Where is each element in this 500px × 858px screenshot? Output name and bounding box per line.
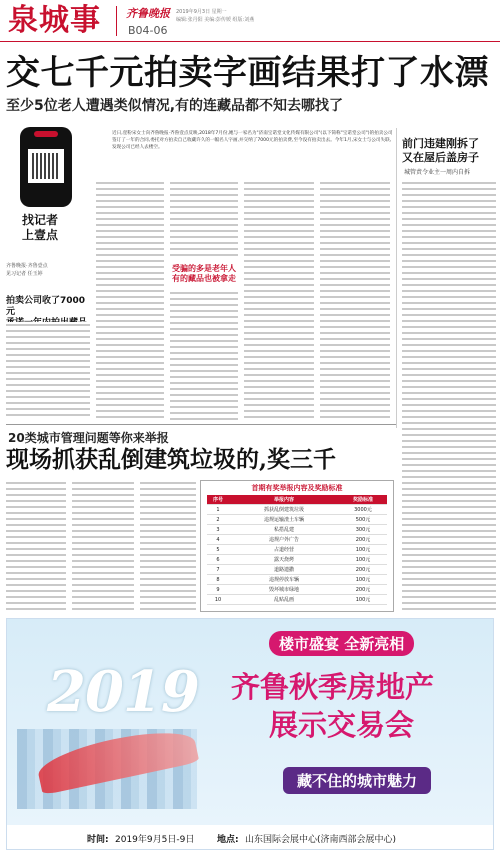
editor-credits: 编辑:张丹阳 美编:彭传媛 组版:刘燕	[176, 17, 255, 23]
section-title: 泉城事	[8, 3, 101, 38]
story2-col1	[6, 480, 66, 610]
reward-table-row	[207, 505, 387, 515]
reward-table-row	[207, 515, 387, 525]
reward-table-cell: 3	[216, 527, 220, 533]
reward-table-cell: 7	[216, 567, 220, 573]
reward-table-cell: 乱贴乱画	[273, 597, 294, 603]
masthead-divider	[116, 6, 117, 36]
qr-code-icon	[32, 153, 60, 179]
masthead	[0, 0, 500, 42]
right-story-subtitle: 城管责令业主一周内自拆	[404, 169, 471, 176]
qr-promo-box	[8, 125, 88, 250]
reward-table-cell: 200元	[355, 587, 371, 593]
reward-table-row	[207, 595, 387, 605]
reward-table-row	[207, 585, 387, 595]
reward-table-row	[207, 535, 387, 545]
ad-footer	[7, 825, 494, 850]
ad-badge: 楼市盛宴 全新亮相	[269, 631, 414, 656]
ad-time-label: 时间:	[87, 835, 109, 845]
headline2-title: 现场抓获乱倒建筑垃圾的,奖三千	[6, 446, 337, 473]
issue-date: 2019年9月3日 星期一	[176, 9, 227, 15]
reward-table-cell: 序号	[212, 497, 223, 503]
ad-title-1: 齐鲁秋季房地产	[231, 670, 435, 704]
sidebar-subhead: 拍卖公司收了7000元	[6, 296, 86, 317]
reward-table-cell: 道路遗撒	[273, 567, 294, 573]
reward-table-cell: 200元	[355, 567, 371, 573]
reward-table-row	[207, 565, 387, 575]
ad-slogan: 藏不住的城市魅力	[283, 767, 431, 794]
story-body-col4	[244, 180, 314, 420]
column-rule	[396, 128, 397, 428]
right-story-body	[402, 180, 496, 610]
reward-table-header	[207, 495, 387, 505]
reward-table-cell: 200元	[355, 537, 371, 543]
reward-table-cell: 8	[216, 577, 220, 583]
reward-table-cell: 露天烧烤	[273, 557, 294, 563]
reward-table-cell: 100元	[355, 547, 371, 553]
headline-subtitle: 至少5位老人遭遇类似情况,有的连藏品都不知去哪找了	[6, 98, 344, 114]
story-body-col1	[6, 322, 90, 417]
qr-label-1: 找记者	[22, 213, 59, 227]
reward-table-cell: 违规运输渣土车辆	[263, 517, 304, 523]
reward-table-grid	[207, 495, 387, 605]
reward-table-cell: 10	[214, 597, 222, 603]
phone-icon	[20, 127, 72, 207]
reward-table-cell: 9	[216, 587, 220, 593]
reward-table-title: 首期有奖举报内容及奖励标准	[251, 484, 343, 492]
headline2-kicker: 20类城市管理问题等你来举报	[8, 431, 169, 445]
reward-table-cell: 2	[216, 517, 220, 523]
ad-year: 2019	[47, 659, 199, 725]
reward-table-cell: 300元	[355, 527, 371, 533]
story2-col3	[140, 480, 196, 610]
reward-table-cell: 100元	[355, 597, 371, 603]
ad-banner	[6, 618, 494, 850]
reward-table-cell: 占道经营	[273, 547, 294, 553]
reward-table	[200, 480, 394, 612]
headline-main: 交七千元拍卖字画结果打了水漂	[6, 53, 489, 93]
reward-table-row	[207, 525, 387, 535]
story-intro: 近日,壹粉宋女士向齐鲁晚报·齐鲁壹点反映,2018年7月份,她与一家名为"济南宝诺堂文化传媒有限公司"(以下简称"宝诺堂公司")的拍卖公司签订了一年的合同,委托对方拍卖自己收藏许久的一幅名人字画,并交纳了7000元的拍卖费,至今没有拍卖出去。今年1月,宋女士与公司失联,发现公司已经人去楼空。	[112, 131, 393, 150]
reward-table-cell: 500元	[355, 517, 371, 523]
story-body-col3b	[170, 290, 238, 420]
qr-label-2: 上壹点	[22, 228, 59, 242]
reward-table-cell: 毁坏城市绿地	[268, 587, 299, 593]
ad-place-label: 地点:	[217, 835, 239, 845]
reward-table-cell: 抓获乱倒建筑垃圾	[263, 507, 304, 513]
reward-table-cell: 私搭乱建	[273, 527, 294, 533]
reward-table-cell: 4	[216, 537, 220, 543]
mid-subhead: 受骗的多是老年人 有的藏品也被拿走	[172, 264, 236, 283]
story-body-col3	[170, 180, 238, 260]
reward-table-cell: 100元	[355, 557, 371, 563]
ad-time-value: 2019年9月5日-9日	[115, 835, 195, 845]
story-body-col5	[320, 180, 390, 420]
byline: 齐鲁晚报·齐鲁壹点 见习记者 任玉婷	[6, 263, 48, 277]
reward-table-row	[207, 555, 387, 565]
story2-col2	[72, 480, 134, 610]
ad-title-2: 展示交易会	[269, 708, 415, 742]
reward-table-row	[207, 545, 387, 555]
reward-table-cell: 3000元	[354, 507, 372, 513]
reward-table-cell: 5	[216, 547, 220, 553]
reward-table-cell: 举报内容	[273, 497, 294, 503]
ad-place-value: 山东国际会展中心(济南西部会展中心)	[245, 835, 397, 845]
page-number: B04-06	[128, 24, 168, 37]
reward-table-row	[207, 575, 387, 585]
reward-table-cell: 100元	[355, 577, 371, 583]
reward-table-cell: 违规停放车辆	[268, 577, 299, 583]
paper-logo: 齐鲁晚报	[126, 7, 170, 20]
right-story-title: 前门违建刚拆了 又在屋后盖房子	[402, 137, 479, 164]
reward-table-cell: 违规户外广告	[268, 537, 299, 543]
section-rule	[6, 424, 396, 425]
reward-table-cell: 1	[216, 507, 220, 513]
reward-table-cell: 6	[216, 557, 220, 563]
story-body-col2	[96, 180, 164, 420]
reward-table-cell: 奖励标准	[352, 497, 373, 503]
